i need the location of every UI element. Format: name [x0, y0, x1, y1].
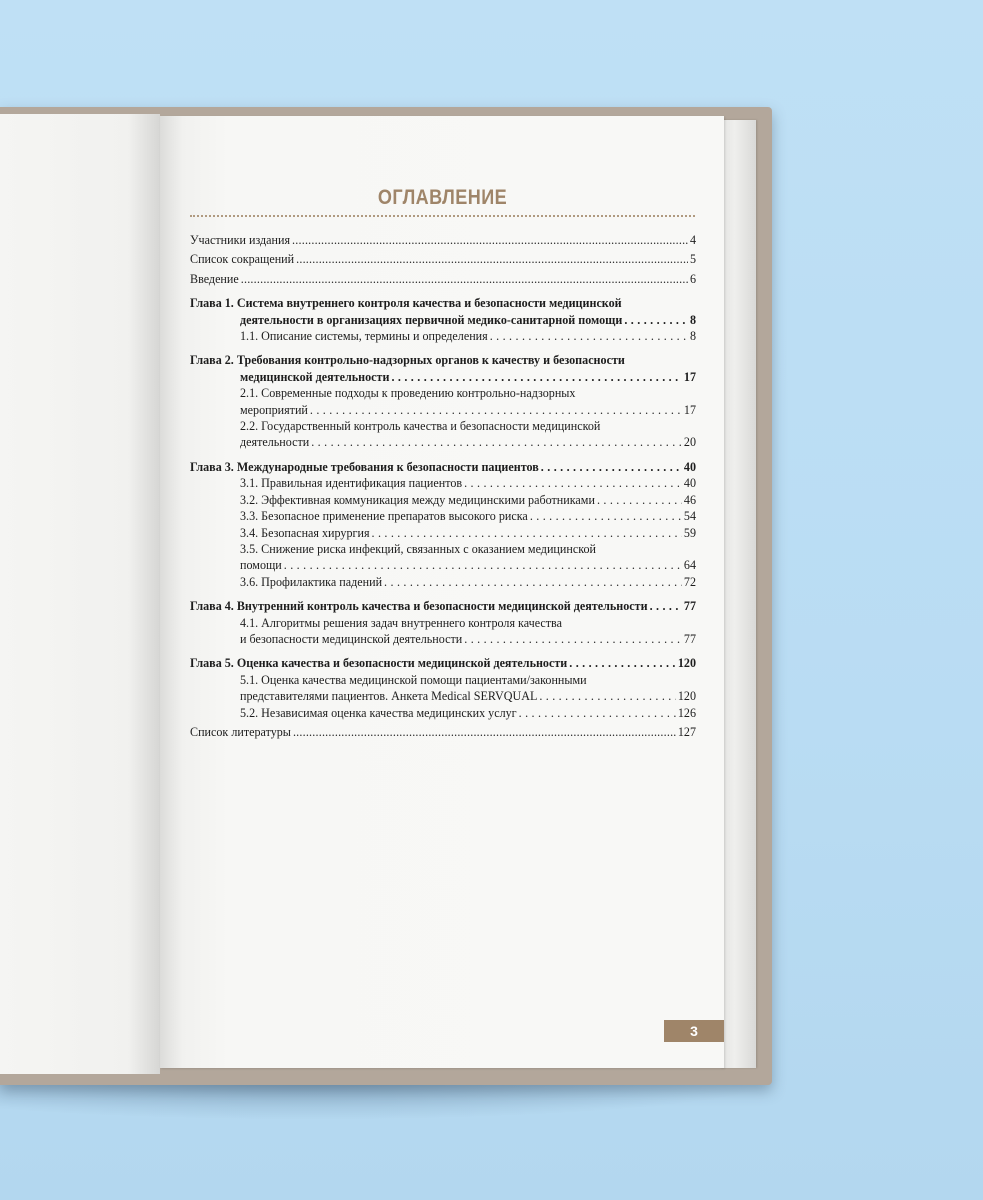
- chapter-1-heading: Глава 1. Система внутреннего контроля качества и безопасности медицинской: [190, 296, 622, 311]
- chapter-1-heading-cont: деятельности в организациях первичной медико-санитарной помощи . . . 8: [190, 312, 696, 328]
- page-stack-edge: [720, 120, 756, 1068]
- book-shadow: [0, 1080, 780, 1120]
- toc-subentry: 3.2. Эффективная коммуникация между медицинскими работниками . . . 46: [190, 492, 696, 508]
- toc-subentry-cont: мероприятий . . . 17: [190, 402, 696, 418]
- toc-entry: Участники издания ..... 4: [190, 232, 696, 248]
- toc-subentry: 2.1. Современные подходы к проведению контрольно-надзорных: [240, 386, 576, 401]
- dotted-divider: [190, 215, 695, 217]
- chapter-2-heading: Глава 2. Требования контрольно-надзорных органов к качеству и безопасности: [190, 353, 625, 368]
- toc-entry: Введение ..... 6: [190, 271, 696, 287]
- toc-subentry: 5.1. Оценка качества медицинской помощи пациентами/законными: [240, 672, 587, 687]
- toc-subentry-cont: деятельности . . . 20: [190, 434, 696, 450]
- toc-subentry-cont: и безопасности медицинской деятельности . . . 77: [190, 631, 696, 647]
- toc-subentry-cont: помощи . . . 64: [190, 557, 696, 573]
- chapter-5-heading: Глава 5. Оценка качества и безопасности медицинской деятельности . . . 120: [190, 655, 696, 671]
- toc-subentry: 1.1. Описание системы, термины и определения . . . 8: [190, 328, 696, 344]
- toc-subentry: 3.4. Безопасная хирургия . . . 59: [190, 525, 696, 541]
- toc-subentry: 4.1. Алгоритмы решения задач внутреннего контроля качества: [240, 615, 562, 630]
- left-page: [0, 114, 160, 1074]
- page-number-badge: 3: [664, 1020, 724, 1042]
- toc-subentry: 5.2. Независимая оценка качества медицинских услуг . . . 126: [190, 705, 696, 721]
- chapter-3-heading: Глава 3. Международные требования к безопасности пациентов . . . 40: [190, 459, 696, 475]
- chapter-4-heading: Глава 4. Внутренний контроль качества и безопасности медицинской деятельности . . . 77: [190, 598, 696, 614]
- toc-subentry-cont: представителями пациентов. Анкета Medical SERVQUAL . . . 120: [190, 688, 696, 704]
- toc-entry: Список сокращений ..... 5: [190, 251, 696, 267]
- table-of-contents: [190, 232, 696, 740]
- toc-subentry: 2.2. Государственный контроль качества и безопасности медицинской: [240, 419, 601, 434]
- toc-subentry: 3.5. Снижение риска инфекций, связанных с оказанием медицинской: [240, 541, 596, 556]
- chapter-2-heading-cont: медицинской деятельности . . . 17: [190, 369, 696, 385]
- toc-subentry: 3.3. Безопасное применение препаратов высокого риска . . . 54: [190, 508, 696, 524]
- toc-entry: Список литературы ..... 127: [190, 724, 696, 740]
- page-title: ОГЛАВЛЕНИЕ: [377, 186, 508, 209]
- toc-subentry: 3.1. Правильная идентификация пациентов . . . 40: [190, 475, 696, 491]
- toc-subentry: 3.6. Профилактика падений . . . 72: [190, 574, 696, 590]
